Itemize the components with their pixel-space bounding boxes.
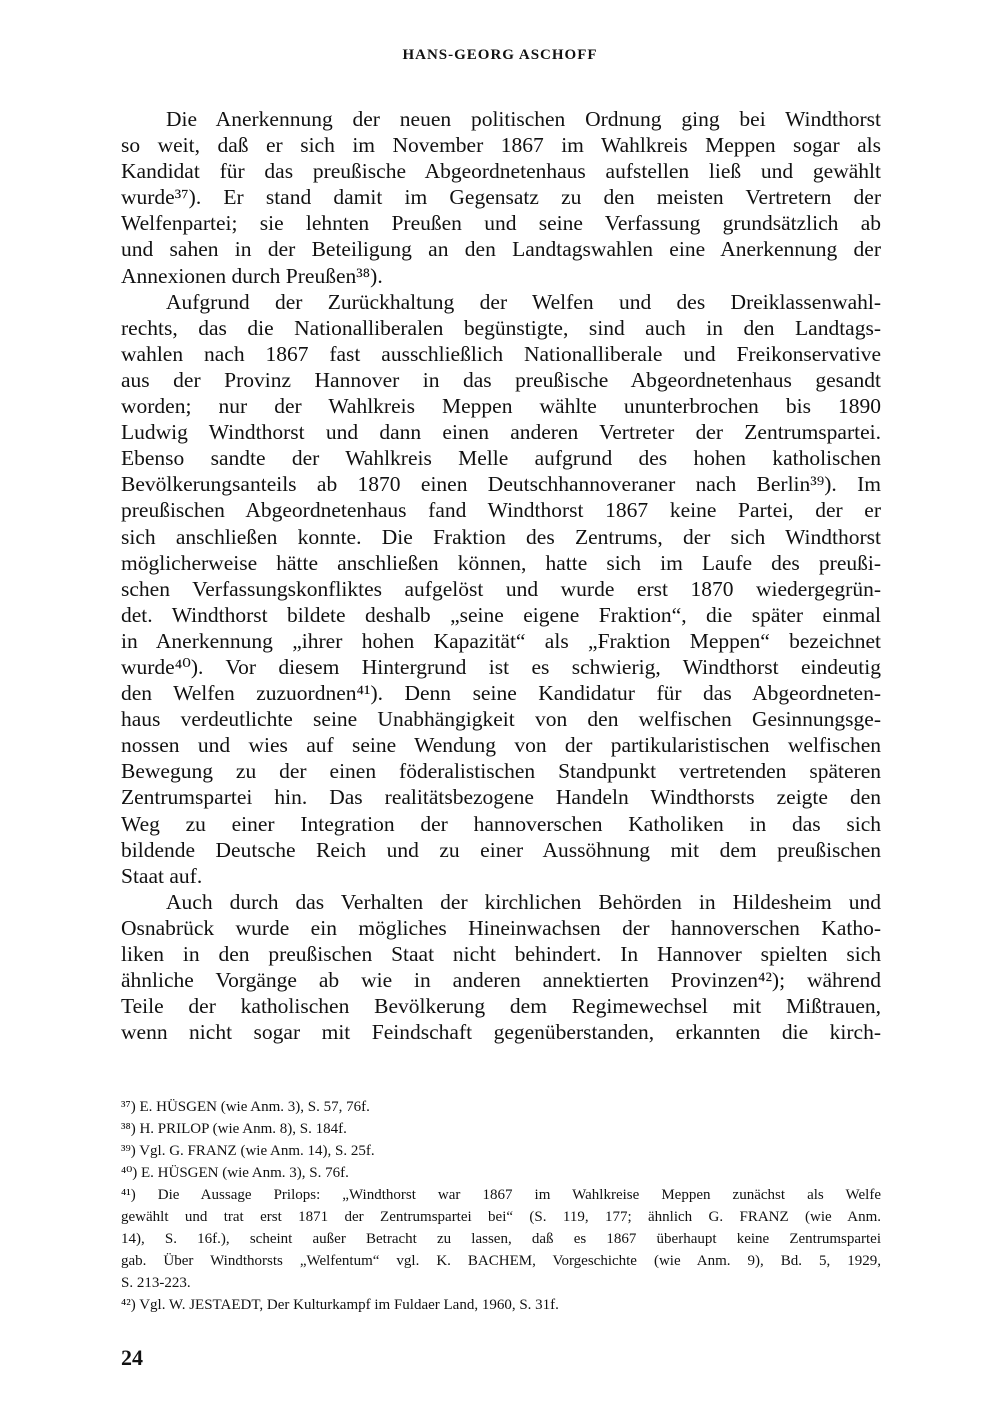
body-line: ähnliche Vorgänge ab wie in anderen annektierten Provinzen⁴²); während (121, 968, 881, 993)
footnote-line: ³⁸) H. PRILOP (wie Anm. 8), S. 184f. (121, 1121, 347, 1137)
footnote-line: S. 213-223. (121, 1275, 191, 1291)
body-line: Die Anerkennung der neuen politischen Ordnung ging bei Windthorst (166, 107, 881, 131)
body-line: Staat auf. (121, 863, 203, 888)
body-line: Ebenso sandte der Wahlkreis Melle aufgrund des hohen katholischen (121, 446, 881, 471)
body-line: aus der Provinz Hannover in das preußische Abgeordnetenhaus gesandt (121, 367, 881, 392)
body-line: Aufgrund der Zurückhaltung der Welfen und des Dreiklassenwahl- (166, 289, 881, 314)
footnote-line: ³⁷) E. HÜSGEN (wie Anm. 3), S. 57, 76f. (121, 1099, 370, 1115)
body-line: Kandidat für das preußische Abgeordnetenhaus aufstellen ließ und gewählt (121, 159, 881, 184)
body-line: Osnabrück wurde ein mögliches Hineinwachsen der hannoverschen Katho- (121, 915, 881, 940)
body-line: Ludwig Windthorst und dann einen anderen Vertreter der Zentrumspartei. (121, 420, 881, 445)
body-line: und sahen in der Beteiligung an den Landtagswahlen eine Anerkennung der (121, 237, 881, 262)
body-line: haus verdeutlichte seine Unabhängigkeit von den welfischen Gesinnungsge- (121, 707, 881, 732)
body-line: in Anerkennung „ihrer hohen Kapazität“ als „Fraktion Meppen“ bezeichnet (121, 628, 881, 653)
body-line: wenn nicht sogar mit Feindschaft gegenüberstanden, erkannten die kirch- (121, 1020, 881, 1045)
body-line: Weg zu einer Integration der hannoverschen Katholiken in das sich (121, 811, 881, 836)
body-line: Bevölkerungsanteils ab 1870 einen Deutschhannoveraner nach Berlin³⁹). Im (121, 472, 881, 497)
footnote-line: ⁴¹) Die Aussage Prilops: „Windthorst war 1867 im Wahlkreise Meppen zunächst als Welfe (121, 1187, 881, 1203)
body-line: wurde⁴⁰). Vor diesem Hintergrund ist es schwierig, Windthorst eindeutig (121, 654, 881, 679)
body-line: det. Windthorst bildete deshalb „seine eigene Fraktion“, die später einmal (121, 602, 881, 627)
body-line: nossen und wies auf seine Wendung von der partikularistischen welfischen (121, 733, 881, 758)
body-line: rechts, das die Nationalliberalen begünstigte, sind auch in den Landtags- (121, 315, 881, 340)
body-line: Zentrumspartei hin. Das realitätsbezogene Handeln Windthorsts zeigte den (121, 785, 881, 810)
body-line: schen Verfassungskonfliktes aufgelöst und wurde erst 1870 wiedergegrün- (121, 576, 881, 601)
page-number: 24 (121, 1345, 143, 1370)
body-line: den Welfen zuzuordnen⁴¹). Denn seine Kandidatur für das Abgeordneten- (121, 681, 881, 706)
body-line: preußischen Abgeordnetenhaus fand Windthorst 1867 keine Partei, der er (121, 498, 881, 523)
footnote-line: gab. Über Windthorsts „Welfentum“ vgl. K. BACHEM, Vorgeschichte (wie Anm. 9), Bd. 5, 1929, (121, 1253, 881, 1269)
body-line: wurde³⁷). Er stand damit im Gegensatz zu den meisten Vertretern der (121, 185, 881, 210)
body-line: sich anschließen konnte. Die Fraktion des Zentrums, der sich Windthorst (121, 524, 881, 549)
body-line: möglicherweise hätte anschließen können, hatte sich im Laufe des preußi- (121, 550, 881, 575)
body-line: bildende Deutsche Reich und zu einer Aussöhnung mit dem preußischen (121, 837, 881, 862)
body-text (121, 106, 881, 1045)
body-line: Annexionen durch Preußen³⁸). (121, 263, 383, 288)
body-line: worden; nur der Wahlkreis Meppen wählte ununterbrochen bis 1890 (121, 394, 881, 419)
body-line: Welfenpartei; sie lehnten Preußen und seine Verfassung grundsätzlich ab (121, 211, 881, 236)
body-line: Bewegung zu der einen föderalistischen Standpunkt vertretenden späteren (121, 759, 881, 784)
footnote-line: ⁴⁰) E. HÜSGEN (wie Anm. 3), S. 76f. (121, 1165, 349, 1181)
body-line: Auch durch das Verhalten der kirchlichen Behörden in Hildesheim und (166, 889, 881, 914)
body-line: liken in den preußischen Staat nicht behindert. In Hannover spielten sich (121, 942, 881, 966)
body-line: Teile der katholischen Bevölkerung dem Regimewechsel mit Mißtrauen, (121, 994, 881, 1019)
footnote-line: ³⁹) Vgl. G. FRANZ (wie Anm. 14), S. 25f. (121, 1143, 375, 1159)
body-line: wahlen nach 1867 fast ausschließlich Nationalliberale und Freikonservative (121, 341, 881, 366)
footnote-line: ⁴²) Vgl. W. JESTAEDT, Der Kulturkampf im Fuldaer Land, 1960, S. 31f. (121, 1297, 559, 1313)
body-line: so weit, daß er sich im November 1867 im Wahlkreis Meppen sogar als (121, 133, 881, 158)
running-head: HANS-GEORG ASCHOFF (402, 47, 598, 63)
footnotes (121, 1096, 881, 1316)
footnote-line: gewählt und trat erst 1871 der Zentrumspartei bei“ (S. 119, 177; ähnlich G. FRANZ (wie Anm. (121, 1209, 881, 1225)
footnote-line: 14), S. 16f.), scheint außer Betracht zu lassen, daß es 1867 überhaupt keine Zentrumspartei (121, 1231, 881, 1247)
